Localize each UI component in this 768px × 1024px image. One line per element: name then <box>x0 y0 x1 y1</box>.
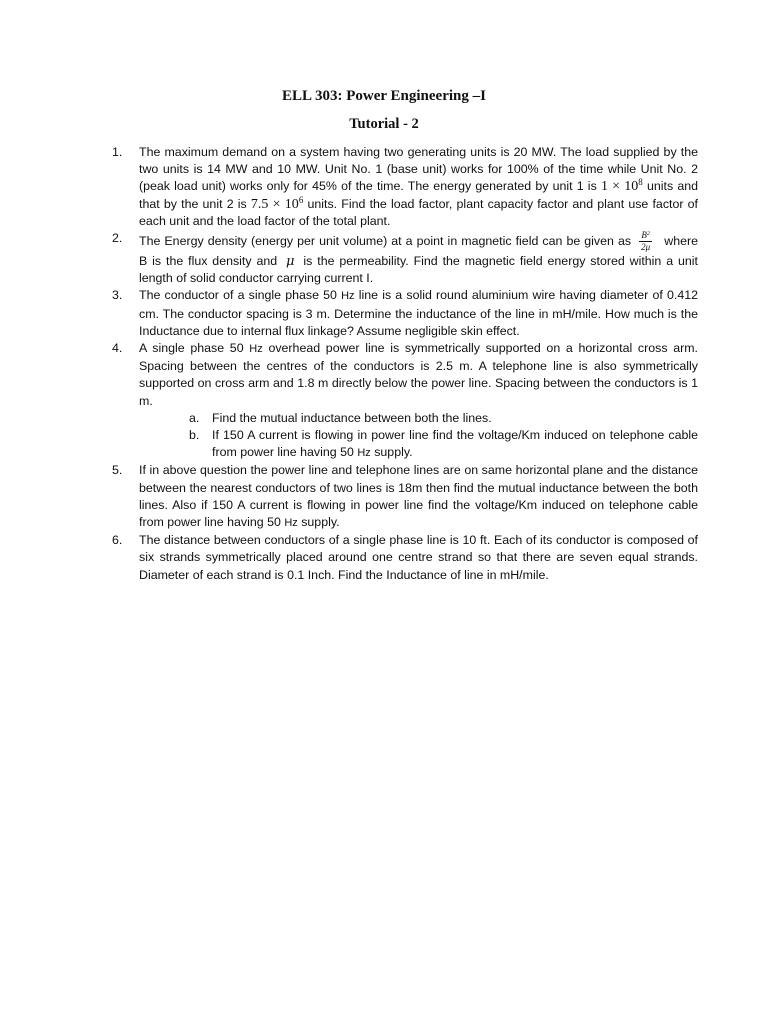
problem-number: 6. <box>112 533 123 548</box>
sub-question-text: If 150 A current is flowing in power line find the voltage/Km induced on telephone cable from power line having 50 <box>212 428 698 460</box>
problem-text: supply. <box>297 515 340 530</box>
problem-6 <box>112 532 698 584</box>
permeability-symbol: μ <box>286 254 295 270</box>
energy-density-fraction: $\frac{B^2}{2\mu}$ <box>641 230 651 253</box>
energy-unit1-expression: $1 \times 10^8$ <box>600 177 643 195</box>
problem-number: 5. <box>112 463 123 478</box>
problem-number: 2. <box>112 231 123 246</box>
problem-text: The maximum demand on a system having two generating units is 20 MW. The load supplied by the two units is 14 MW and 10 MW. Unit No. 1 (base unit) works for 100% of the time while Unit No. 2 (peak load unit) works only for 45% of the time. The energy generated by unit 1 is <box>139 145 698 194</box>
sub-question-list <box>139 410 698 463</box>
problem-5 <box>112 462 698 532</box>
frequency-unit: Hz <box>357 447 371 460</box>
course-title: ELL 303: Power Engineering –I <box>282 88 486 104</box>
sub-question-b <box>139 427 698 462</box>
frequency-unit: Hz <box>341 290 355 303</box>
problem-2 <box>112 230 698 287</box>
sub-question-text: supply. <box>370 445 413 460</box>
problem-text: The conductor of a single phase 50 <box>139 288 342 303</box>
frequency-unit: Hz <box>249 343 263 356</box>
problem-text: A single phase 50 <box>139 341 250 356</box>
sub-question-letter: b. <box>189 428 200 443</box>
problem-1 <box>112 144 698 230</box>
problem-3 <box>112 287 698 340</box>
problem-text: The distance between conductors of a single phase line is 10 ft. Each of its conductor is composed of six strands symmetrically placed around one centre strand so that there are seven equal strands. Diameter of each strand is 0.1 Inch. Find the Inductance of line in mH/mile. <box>139 533 698 582</box>
problem-number: 4. <box>112 341 123 356</box>
sub-question-letter: a. <box>189 410 200 425</box>
problem-number: 3. <box>112 288 123 303</box>
problem-4 <box>112 340 698 462</box>
problem-text: overhead power line is symmetrically supported on a horizontal cross arm. Spacing between the centres of the conductors is 2.5 m. A telephone line is also symmetrically supported on cross arm and 1.8 m directly below the power line. Spacing between the conductors is 1 m. <box>139 341 698 408</box>
problem-text: The Energy density (energy per unit volume) at a point in magnetic field can be given as <box>139 233 632 248</box>
tutorial-title: Tutorial - 2 <box>349 116 419 132</box>
problem-text: is the permeability. Find the magnetic field energy stored within a unit length of solid conductor carrying current I. <box>139 254 698 286</box>
problem-text: units and that by the unit 2 is <box>139 179 698 211</box>
problem-list <box>112 144 698 584</box>
sub-question-text: Find the mutual inductance between both the lines. <box>212 410 492 425</box>
frequency-unit: Hz <box>284 517 298 530</box>
energy-unit2-expression: $7.5 \times 10^6$ <box>250 194 304 212</box>
problem-text: units. Find the load factor, plant capacity factor and plant use factor of each unit and the load factor of the total plant. <box>139 196 698 228</box>
problem-text: If in above question the power line and telephone lines are on same horizontal plane and the distance between the nearest conductors of two lines is 18m then find the mutual inductance between the both lines. Also if 150 A current is flowing in power line find the voltage/Km induced on telephone cable from power line having 50 <box>139 463 698 530</box>
problem-text: line is a solid round aluminium wire having diameter of 0.412 cm. The conductor spacing is 3 m. Determine the inductance of the line in mH/mile. How much is the Inductance due to internal flux linkage? Assume negligible skin effect. <box>139 288 698 338</box>
problem-number: 1. <box>112 145 123 159</box>
problem-text: where B is the flux density and <box>139 233 698 269</box>
sub-question-a <box>139 410 698 427</box>
